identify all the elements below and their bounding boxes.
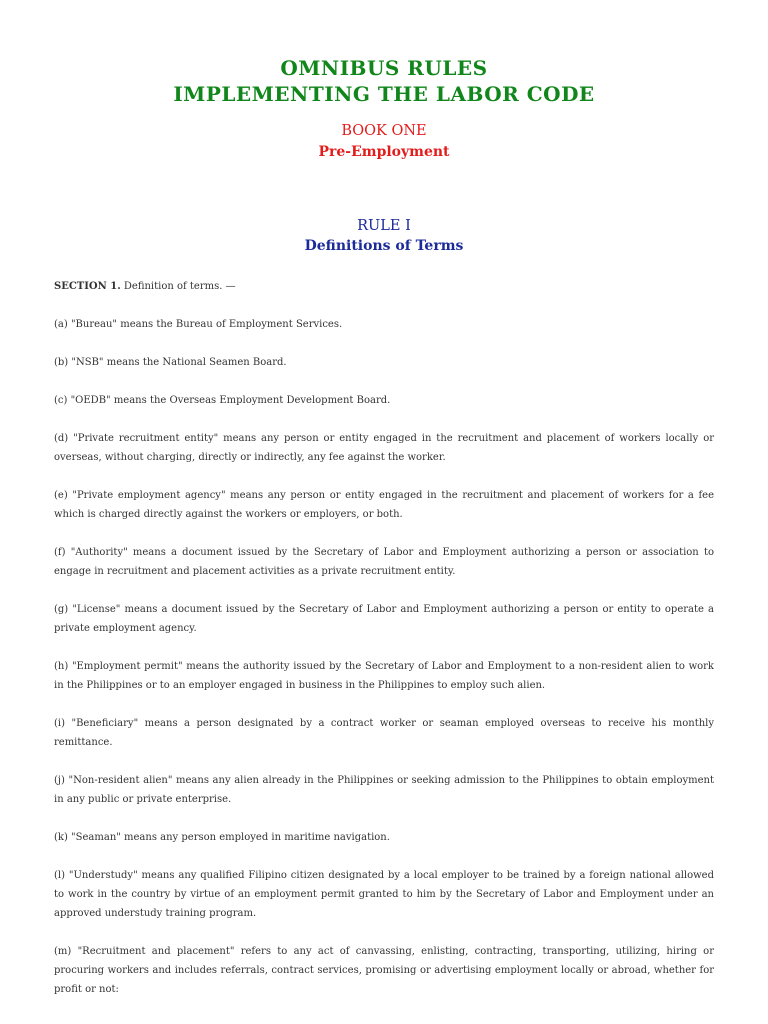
section-heading: SECTION 1. xyxy=(54,281,121,292)
document-body xyxy=(54,277,714,1018)
rule-label: RULE I xyxy=(357,218,411,234)
rule-subtitle: Definitions of Terms xyxy=(304,238,464,254)
definition-g: (g) "License" means a document issued by the Secretary of Labor and Employment authorizing a person or entity to operate a private employment agency. xyxy=(54,604,714,634)
book-label: BOOK ONE xyxy=(341,123,427,139)
definition-i: (i) "Beneficiary" means a person designated by a contract worker or seaman employed overseas to receive his monthly remittance. xyxy=(54,718,714,748)
document-title-line2: IMPLEMENTING THE LABOR CODE xyxy=(173,82,595,106)
definition-d: (d) "Private recruitment entity" means any person or entity engaged in the recruitment and placement of workers locally or overseas, without charging, directly or indirectly, any fee against the worker. xyxy=(54,433,714,463)
definition-c: (c) "OEDB" means the Overseas Employment Development Board. xyxy=(54,395,391,406)
section-paragraph xyxy=(54,277,714,296)
document-title-line1: OMNIBUS RULES xyxy=(280,56,488,80)
definition-j: (j) "Non-resident alien" means any alien already in the Philippines or seeking admission to the Philippines to obtain employment in any public or private enterprise. xyxy=(54,775,714,805)
definition-e: (e) "Private employment agency" means any person or entity engaged in the recruitment and placement of workers for a fee which is charged directly against the workers or employers, or both. xyxy=(54,490,714,520)
definition-f: (f) "Authority" means a document issued by the Secretary of Labor and Employment authorizing a person or association to engage in recruitment and placement activities as a private recruitment entity. xyxy=(54,547,714,577)
definition-a: (a) "Bureau" means the Bureau of Employment Services. xyxy=(54,319,343,330)
definition-k: (k) "Seaman" means any person employed in maritime navigation. xyxy=(54,832,390,843)
definition-m: (m) "Recruitment and placement" refers to any act of canvassing, enlisting, contracting, transporting, utilizing, hiring or procuring workers and includes referrals, contract services, promising or advertising employment locally or abroad, whether for profit or not: xyxy=(54,946,714,995)
definition-h: (h) "Employment permit" means the authority issued by the Secretary of Labor and Employment to a non-resident alien to work in the Philippines or to an employer engaged in business in the Philippines to employ such alien. xyxy=(54,661,714,691)
section-heading-text: Definition of terms. — xyxy=(120,281,236,292)
definition-b: (b) "NSB" means the National Seamen Board. xyxy=(54,357,287,368)
book-subtitle: Pre-Employment xyxy=(318,144,450,160)
definition-l: (l) "Understudy" means any qualified Filipino citizen designated by a local employer to be trained by a foreign national allowed to work in the country by virtue of an employment permit granted to him by the Secretary of Labor and Employment under an approved understudy training program. xyxy=(54,870,714,919)
